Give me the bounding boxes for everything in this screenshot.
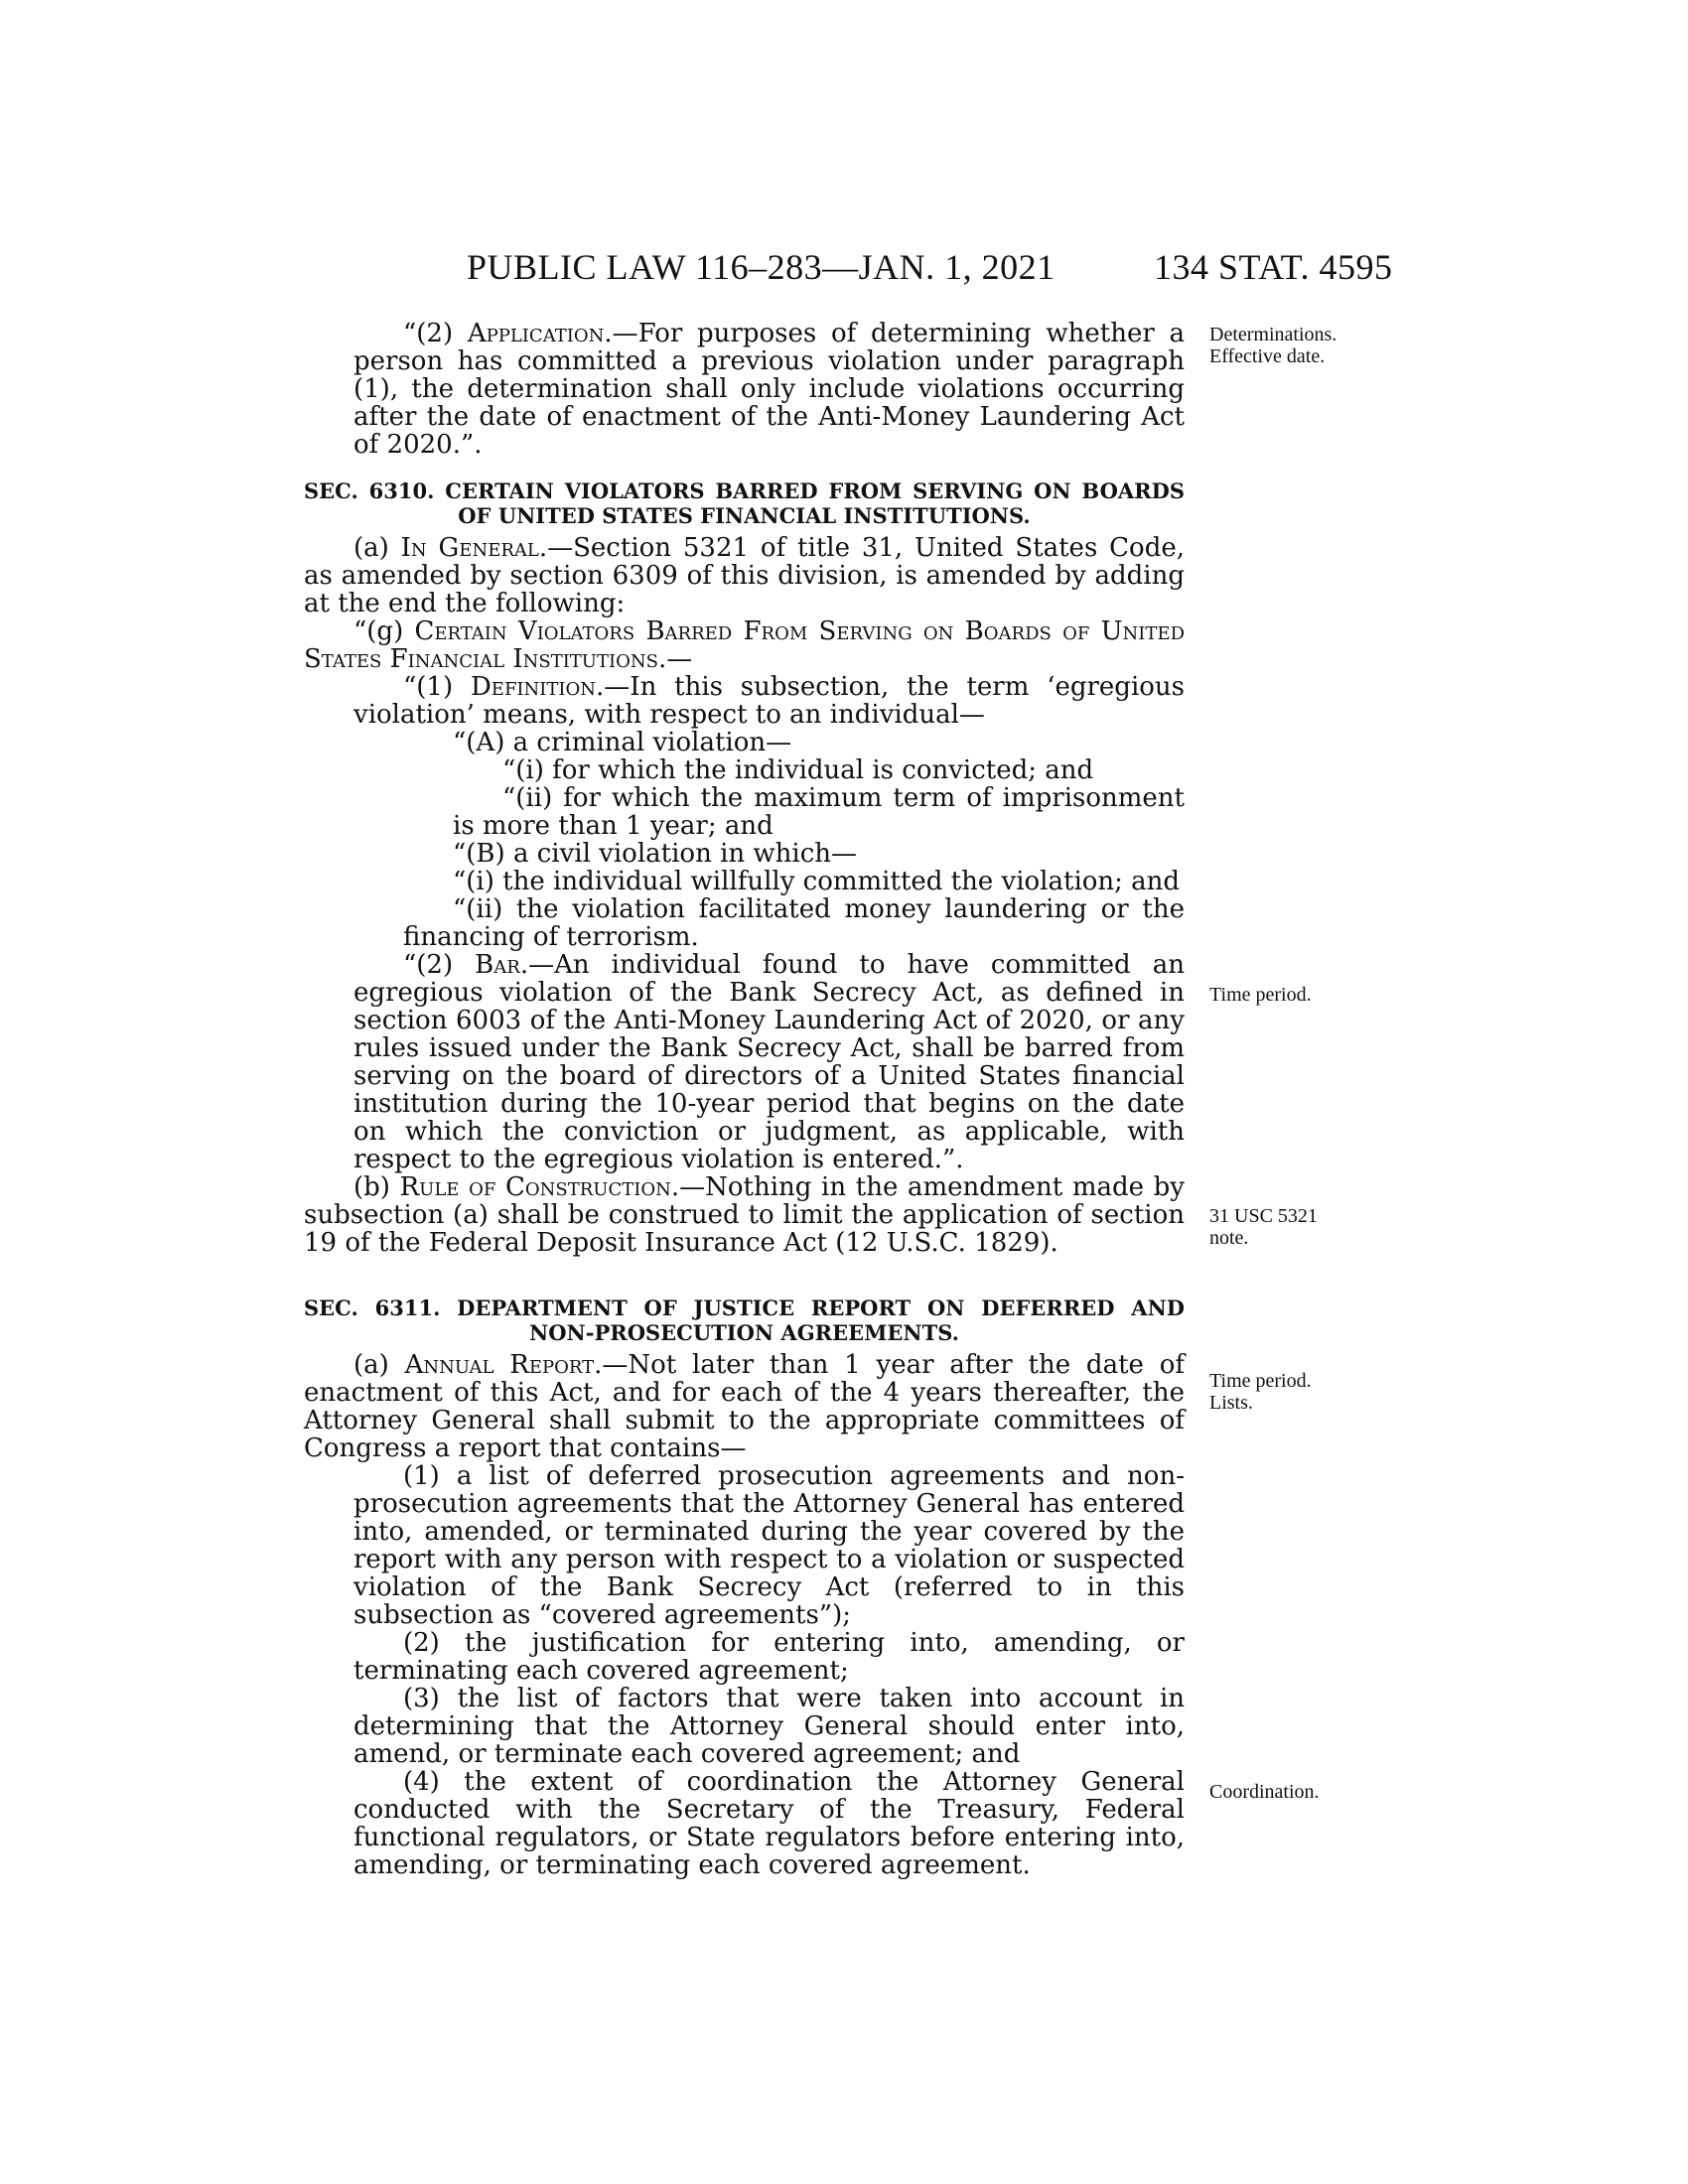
clause-b-ii: “(ii) the violation facilitated money laundering or the financing of terrorism. <box>403 894 1185 952</box>
report-item-3: (3) the list of factors that were taken into account in determining that the Attorney General should enter into, amend, or terminate each covered agreement; and <box>353 1684 1185 1769</box>
margin-note-time-period: Time period. <box>1209 984 1312 1006</box>
subsection-b: (b) Rule of Construction.—Nothing in the amendment made by subsection (a) shall be construed to limit the application of section 19 of the Federal Deposit Insurance Act (12 U.S.C. 1829). <box>304 1172 1185 1258</box>
section-heading-6310: SEC. 6310. CERTAIN VIOLATORS BARRED FROM SERVING ON BOARDS OF UNITED STATES FINANCIAL INSTITUTIONS. <box>304 478 1185 528</box>
margin-note-effective-date: Effective date. <box>1209 345 1326 367</box>
paragraph-bar: “(2) Bar.—An individual found to have committed an egregious violation of the Bank Secrecy Act, as defined in section 6003 of the Anti-Money Laundering Act of 2020, or any rules issued under the Bank Secrecy Act, shall be barred from serving on the board of directors of a United States financial institution during the 10-year period that begins on the date on which the conviction or judgment, as applicable, with respect to the egregious violation is entered.”. <box>353 950 1185 1174</box>
section-6310-body <box>304 534 1185 1257</box>
margin-note-coordination: Coordination. <box>1209 1781 1320 1803</box>
running-header-stat: 134 STAT. 4595 <box>1154 247 1393 287</box>
section-6311-body <box>304 1351 1185 1879</box>
running-header-law: PUBLIC LAW 116–283—JAN. 1, 2021 <box>467 247 1055 287</box>
subparagraph-b: “(B) a civil violation in which— <box>453 839 858 869</box>
caption-application: Application <box>467 319 605 348</box>
section-heading-6311: SEC. 6311. DEPARTMENT OF JUSTICE REPORT ON DEFERRED AND NON-PROSECUTION AGREEMENTS. <box>304 1296 1185 1345</box>
subparagraph-a: “(A) a criminal violation— <box>453 728 792 757</box>
report-item-4: (4) the extent of coordination the Attorney General conducted with the Secretary of the Treasury, Federal functional regulators, or State regulators before entering into, amending, or terminating each covered agreement. <box>353 1767 1185 1880</box>
subsection-annual-report: (a) Annual Report.—Not later than 1 year after the date of enactment of this Act, and for each of the 4 years thereafter, the Attorney General shall submit to the appropriate committees of Congress a report that contains— <box>304 1350 1185 1463</box>
clause-a-ii: “(ii) for which the maximum term of imprisonment is more than 1 year; and <box>453 783 1185 841</box>
clause-b-i: “(i) the individual willfully committed the violation; and <box>453 867 1181 896</box>
subsection-a: (a) In General.—Section 5321 of title 31, United States Code, as amended by section 6309 of this division, is amended by adding at the end the following: <box>304 533 1185 618</box>
paragraph-application: “(2) Application.—For purposes of determining whether a person has committed a previous violation under paragraph (1), the determination shall only include violations occurring after the date of enactment of the Anti-Money Laundering Act of 2020.”. <box>353 319 1185 460</box>
report-item-1: (1) a list of deferred prosecution agreements and non-prosecution agreements that the Attorney General has entered into, amended, or terminated during the year covered by the report with any person with respect to a violation or suspected violation of the Bank Secrecy Act (referred to in this subsection as “covered agreements”); <box>353 1461 1185 1630</box>
report-item-2: (2) the justification for entering into, amending, or terminating each covered agreement; <box>353 1628 1185 1686</box>
paragraph-definition: “(1) Definition.—In this subsection, the term ‘egregious violation’ means, with respect to an individual— <box>353 672 1186 730</box>
margin-note-lists: Lists. <box>1209 1392 1253 1414</box>
margin-note-determinations: Determinations. <box>1209 324 1337 345</box>
margin-note-time-period-2: Time period. <box>1209 1370 1312 1392</box>
clause-a-i: “(i) for which the individual is convicted; and <box>502 755 1094 785</box>
margin-note-usc-note: note. <box>1209 1227 1249 1249</box>
subsection-g: “(g) Certain Violators Barred From Serving on Boards of United States Financial Institutions.— <box>304 616 1185 674</box>
margin-note-usc: 31 USC 5321 <box>1209 1205 1318 1227</box>
